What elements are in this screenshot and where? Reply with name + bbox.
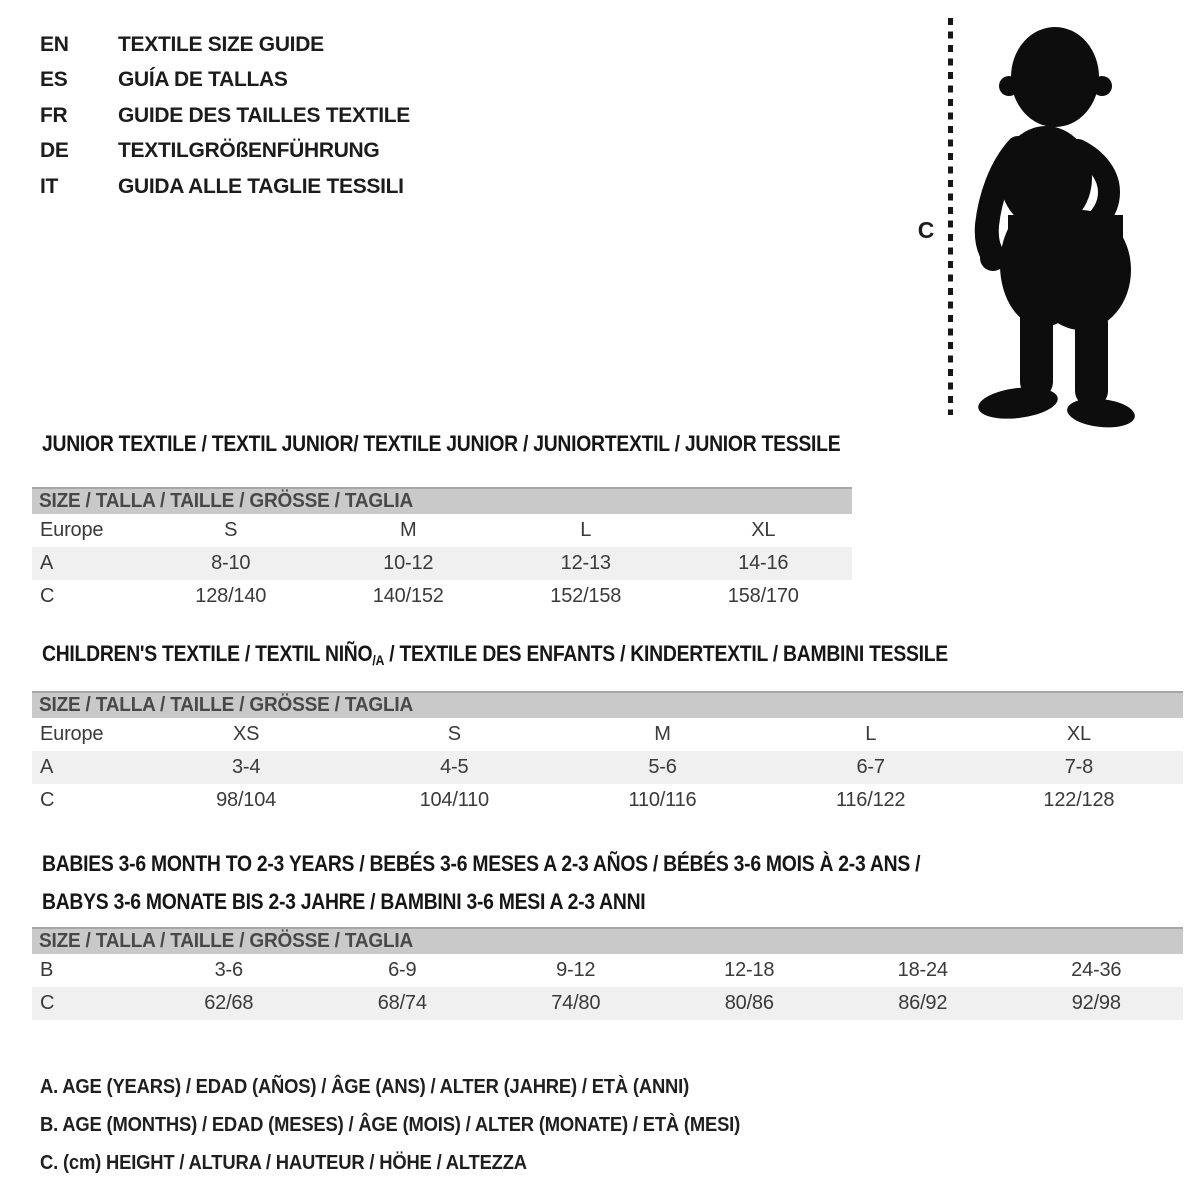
language-label: GUIDA ALLE TAGLIE TESSILI <box>118 174 404 198</box>
age-cell: 9-12 <box>556 959 596 981</box>
language-code: IT <box>40 174 59 198</box>
list-item <box>40 27 410 63</box>
height-cell: 122/128 <box>1043 789 1115 811</box>
table-header-row <box>32 928 1183 954</box>
junior-size-table <box>32 487 852 613</box>
row-label: Europe <box>40 723 104 745</box>
table-row <box>32 547 852 580</box>
height-cell: 80/86 <box>663 987 837 1020</box>
babies-title-line2: BABYS 3-6 MONATE BIS 2-3 JAHRE / BAMBINI 3-6 MESI A 2-3 ANNI <box>42 889 646 914</box>
language-label: GUÍA DE TALLAS <box>118 68 288 92</box>
legend <box>40 1068 801 1182</box>
language-label: TEXTILE SIZE GUIDE <box>118 32 324 56</box>
height-cell: 92/98 <box>1010 987 1184 1020</box>
height-cell: 140/152 <box>372 585 444 607</box>
height-cell: 104/110 <box>419 789 489 811</box>
age-cell: 24-36 <box>1071 959 1122 981</box>
age-cell: 8-10 <box>142 547 320 580</box>
size-cell: L <box>865 723 877 745</box>
size-cell: XL <box>751 519 776 541</box>
size-header-bar <box>32 692 1183 718</box>
language-label: GUIDE DES TAILLES TEXTILE <box>118 103 410 127</box>
height-cell: 128/140 <box>195 585 267 607</box>
height-measure-figure <box>900 15 1150 430</box>
height-cell: 74/80 <box>489 987 663 1020</box>
legend-line-c: C. (cm) HEIGHT / ALTURA / HAUTEUR / HÖHE / ALTEZZA <box>40 1152 527 1174</box>
table-row <box>32 784 1183 817</box>
language-code: EN <box>40 32 69 56</box>
children-title-subscript: /A <box>372 652 385 668</box>
row-label: A <box>32 751 142 784</box>
language-label: TEXTILGRÖßENFÜHRUNG <box>118 139 380 163</box>
age-cell: 5-6 <box>558 751 766 784</box>
children-title-part2: / TEXTILE DES ENFANTS / KINDERTEXTIL / BAMBINI TESSILE <box>384 641 948 666</box>
size-cell: XS <box>232 723 260 745</box>
size-header-bar <box>32 488 852 514</box>
size-header-label: SIZE / TALLA / TAILLE / GRÖSSE / TAGLIA <box>39 694 414 716</box>
children-title-part1: CHILDREN'S TEXTILE / TEXTIL NIÑO <box>42 641 373 666</box>
age-cell: 12-18 <box>724 959 775 981</box>
list-item <box>40 134 410 170</box>
size-cell: L <box>580 519 592 541</box>
height-cell: 86/92 <box>836 987 1010 1020</box>
age-cell: 6-7 <box>767 751 975 784</box>
age-cell: 3-4 <box>142 751 350 784</box>
children-section-title <box>42 641 948 673</box>
age-cell: 14-16 <box>675 547 853 580</box>
table-row <box>32 751 1183 784</box>
table-row <box>32 954 1183 987</box>
age-cell: 10-12 <box>320 547 498 580</box>
size-cell: M <box>400 519 417 541</box>
list-item <box>40 63 410 99</box>
list-item <box>40 98 410 134</box>
age-cell: 4-5 <box>350 751 558 784</box>
row-label: A <box>32 547 142 580</box>
size-cell: XL <box>1066 723 1091 745</box>
table-row <box>32 987 1183 1020</box>
table-row <box>32 580 852 613</box>
height-cell: 68/74 <box>316 987 490 1020</box>
size-header-bar <box>32 928 1183 954</box>
language-code: ES <box>40 68 68 92</box>
babies-section-title <box>42 845 920 921</box>
list-item <box>40 169 410 205</box>
children-size-table <box>32 691 1183 817</box>
height-cell: 152/158 <box>550 585 622 607</box>
age-cell: 12-13 <box>497 547 675 580</box>
size-header-label: SIZE / TALLA / TAILLE / GRÖSSE / TAGLIA <box>39 930 414 952</box>
legend-line-b: B. AGE (MONTHS) / EDAD (MESES) / ÂGE (MOIS) / ALTER (MONATE) / ETÀ (MESI) <box>40 1114 741 1136</box>
babies-size-table <box>32 927 1183 1020</box>
row-label: C <box>40 585 55 607</box>
row-label: Europe <box>40 519 104 541</box>
height-cell: 62/68 <box>142 987 316 1020</box>
size-cell: S <box>447 723 461 745</box>
height-cell: 110/116 <box>628 789 697 811</box>
babies-title-line1: BABIES 3-6 MONTH TO 2-3 YEARS / BEBÉS 3-6 MESES A 2-3 AÑOS / BÉBÉS 3-6 MOIS À 2-3 ANS / <box>42 851 921 876</box>
age-cell: 7-8 <box>975 751 1183 784</box>
language-code: FR <box>40 103 68 127</box>
row-label: C <box>32 987 142 1020</box>
table-row <box>32 718 1183 751</box>
height-cell: 116/122 <box>835 789 906 811</box>
legend-line-a: A. AGE (YEARS) / EDAD (AÑOS) / ÂGE (ANS) / ALTER (JAHRE) / ETÀ (ANNI) <box>40 1076 690 1098</box>
language-code: DE <box>40 139 69 163</box>
junior-section-title-text: JUNIOR TEXTILE / TEXTIL JUNIOR/ TEXTILE JUNIOR / JUNIORTEXTIL / JUNIOR TESSILE <box>42 431 841 456</box>
height-cell: 158/170 <box>727 585 799 607</box>
size-header-label: SIZE / TALLA / TAILLE / GRÖSSE / TAGLIA <box>39 490 414 512</box>
row-label: B <box>40 959 54 981</box>
height-label-c: C <box>917 217 935 243</box>
language-list <box>40 27 410 205</box>
size-cell: S <box>224 519 238 541</box>
table-row <box>32 514 852 547</box>
junior-section-title <box>42 431 840 457</box>
size-cell: M <box>654 723 671 745</box>
table-header-row <box>32 488 852 514</box>
height-cell: 98/104 <box>216 789 277 811</box>
age-cell: 3-6 <box>214 959 243 981</box>
age-cell: 6-9 <box>388 959 417 981</box>
age-cell: 18-24 <box>897 959 948 981</box>
table-header-row <box>32 692 1183 718</box>
row-label: C <box>40 789 55 811</box>
